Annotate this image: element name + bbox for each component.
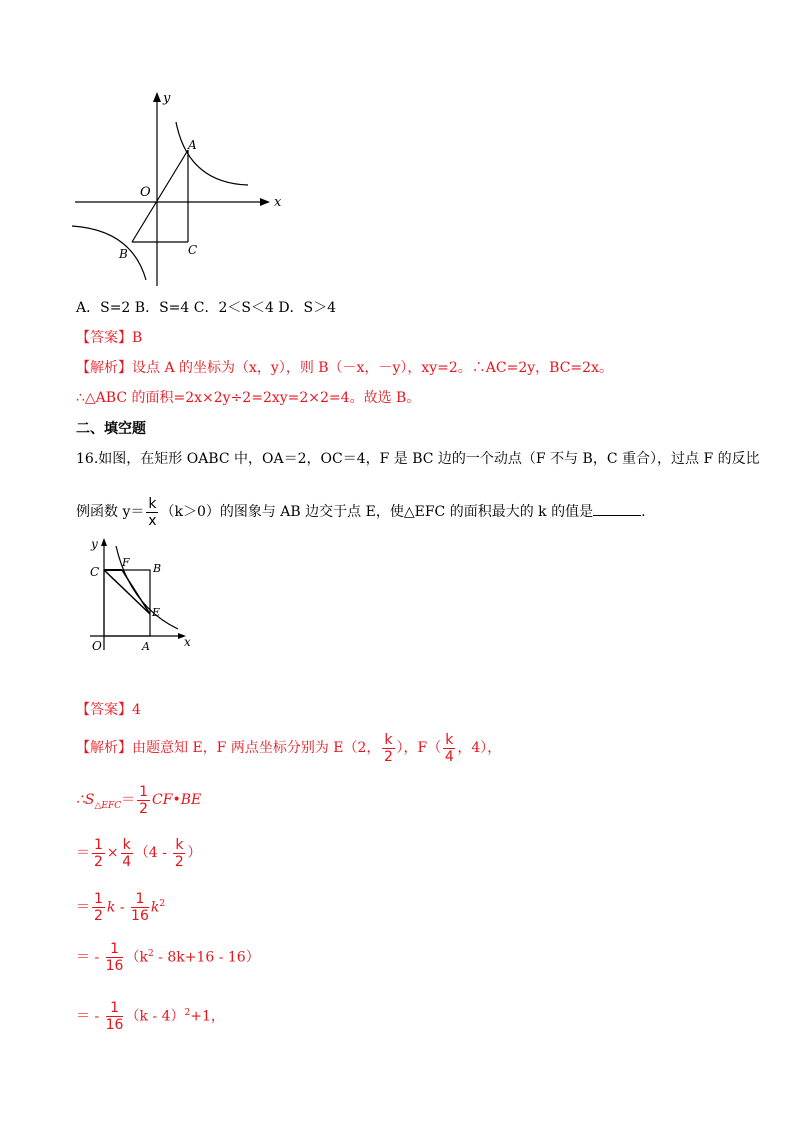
- q16-area-formula: [76, 780, 201, 826]
- q16-analysis: [76, 728, 501, 768]
- frac-denominator: 2: [94, 908, 103, 925]
- q15-analysis: [76, 358, 613, 378]
- frac-numerator: 1: [106, 1000, 124, 1017]
- label-c: C: [188, 243, 198, 257]
- answer-blank: [593, 501, 641, 516]
- frac-numerator: k: [122, 836, 131, 853]
- frac-denominator: 16: [131, 908, 149, 925]
- frac-denominator: 16: [105, 958, 124, 975]
- frac-denominator: 2: [139, 800, 149, 817]
- label-y: y: [91, 537, 98, 551]
- label-o: O: [140, 185, 151, 200]
- step3-body: （k: [125, 949, 148, 966]
- q16-step3: [76, 934, 260, 978]
- q16-line1: 16.如图，在矩形 OABC 中，OA＝2，OC＝4，F 是 BC 边的一个动点（F 不与 B，C 重合），过点 F 的反比: [76, 451, 760, 467]
- step2-k: k -: [106, 899, 130, 916]
- frac-numerator: 1: [131, 891, 149, 908]
- q16-step1: [76, 833, 201, 873]
- hyperbola-branch-lower: [72, 226, 146, 280]
- answer-value: 4: [132, 702, 141, 718]
- frac-denominator: 16: [105, 1017, 124, 1034]
- s-subscript: △EFC: [94, 800, 122, 811]
- label-x: x: [184, 635, 191, 649]
- q15-answer: [76, 328, 142, 348]
- label-e: E: [152, 606, 161, 619]
- step1-paren: （4 -: [134, 845, 172, 861]
- x-axis-arrow: [260, 198, 270, 206]
- answer-value: B: [132, 330, 143, 346]
- fraction-1-over-2: [137, 784, 150, 817]
- y-axis-arrow: [153, 92, 161, 102]
- analysis-tag: 【解析】: [76, 360, 132, 376]
- analysis-end: ，4），: [457, 740, 502, 756]
- step1-times: ×: [106, 845, 119, 861]
- frac-numerator: 1: [94, 836, 103, 853]
- label-y: y: [163, 91, 171, 106]
- section-heading: 二、填空题: [76, 421, 146, 437]
- q15-conclusion: ∴△ABC 的面积=2x×2y÷2=2xy=2×2=4。故选 B。: [76, 390, 421, 406]
- frac-denominator: 4: [122, 853, 132, 870]
- q16-step4: [76, 993, 225, 1037]
- step2-k2: k: [150, 899, 160, 916]
- frac-denominator: 2: [174, 853, 184, 870]
- frac-numerator: k: [148, 495, 157, 512]
- fraction-k-over-x: [146, 496, 158, 529]
- step4-pre: ＝ -: [76, 1008, 104, 1025]
- frac-numerator: k: [384, 731, 393, 748]
- label-a: A: [188, 138, 197, 152]
- step1-close: ）: [187, 845, 202, 861]
- label-a: A: [142, 640, 150, 653]
- superscript-2: 2: [147, 949, 154, 959]
- analysis-mid: ），F（: [396, 740, 442, 756]
- s-equals: ＝: [121, 792, 136, 808]
- frac-denominator: 2: [384, 748, 393, 765]
- fraction-1-over-2: [92, 837, 105, 870]
- analysis-text: 由题意知 E，F 两点坐标分别为 E（2，: [132, 740, 381, 756]
- hyperbola-branch-upper: [176, 122, 248, 185]
- label-f: F: [122, 556, 130, 569]
- fraction-1-over-2: [92, 891, 105, 924]
- q16-line2: [76, 492, 646, 532]
- q16-line2-post: （k＞0）的图象与 AB 边交于点 E，使△EFC 的面积最大的 k 的值是: [160, 504, 594, 520]
- analysis-text: 设点 A 的坐标为（x，y），则 B（－x，－y），xy=2。∴AC=2y，BC=2x。: [132, 360, 613, 376]
- s-prefix: ∴S: [76, 792, 95, 808]
- q16-line2-end: .: [641, 504, 646, 520]
- fraction-1-over-16: [131, 891, 149, 924]
- step4-rest: +1，: [190, 1008, 225, 1025]
- fraction-k-over-4: [121, 837, 133, 870]
- q16-step2: [76, 884, 165, 928]
- fraction-1-over-16: [106, 941, 124, 974]
- figure-1-hyperbola: [70, 88, 290, 288]
- q16-line2-pre: 例函数 y＝: [76, 504, 145, 520]
- step3-rest: - 8k+16 - 16）: [153, 949, 260, 966]
- step4-body: （k - 4）: [125, 1008, 185, 1025]
- superscript-2: 2: [184, 1008, 191, 1018]
- label-b: B: [153, 562, 162, 575]
- label-o: O: [92, 639, 102, 653]
- frac-numerator: k: [175, 836, 184, 853]
- frac-numerator: 1: [139, 783, 149, 800]
- q16-answer: [76, 700, 141, 720]
- y-axis-arrow: [101, 538, 107, 546]
- frac-numerator: 1: [106, 941, 124, 958]
- fraction-k-over-2: [382, 732, 394, 765]
- step1-eq: ＝: [76, 845, 90, 861]
- step3-pre: ＝ -: [76, 949, 104, 966]
- figure-2-rectangle: [86, 534, 196, 654]
- answer-tag: 【答案】: [76, 330, 132, 346]
- frac-numerator: 1: [94, 891, 103, 908]
- step2-eq: ＝: [76, 899, 90, 916]
- answer-tag: 【答案】: [76, 702, 132, 718]
- fraction-k-over-4: [443, 732, 455, 765]
- frac-denominator: x: [148, 512, 157, 529]
- fraction-k-over-2: [173, 837, 185, 870]
- label-b: B: [119, 247, 128, 261]
- s-tail: CF•BE: [152, 792, 202, 808]
- label-c: C: [90, 565, 100, 579]
- q15-options: A．S=2 B．S=4 C．2＜S＜4 D．S＞4: [76, 300, 337, 316]
- label-x: x: [274, 195, 282, 210]
- frac-numerator: k: [445, 731, 454, 748]
- fraction-1-over-16: [106, 1000, 124, 1033]
- analysis-tag: 【解析】: [76, 740, 132, 756]
- frac-denominator: 2: [94, 853, 103, 870]
- frac-denominator: 4: [444, 748, 454, 765]
- superscript-2: 2: [159, 899, 166, 909]
